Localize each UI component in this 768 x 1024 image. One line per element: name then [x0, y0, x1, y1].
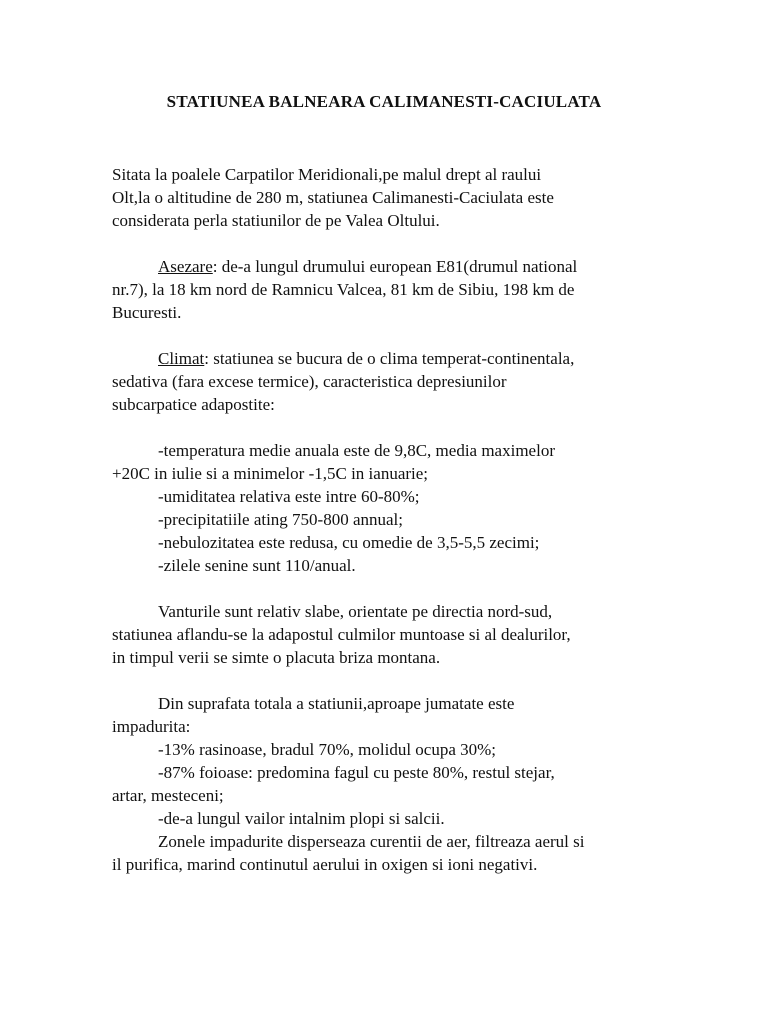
- padure-vai: -de-a lungul vailor intalnim plopi si salcii.: [158, 809, 445, 828]
- climat-text: : statiunea se bucura de o clima temperat-continentala,: [204, 349, 575, 368]
- document-title: STATIUNEA BALNEARA CALIMANESTI-CACIULATA: [166, 92, 602, 111]
- asezare-line-1: [158, 256, 577, 278]
- padure-line-1: Din suprafata totala a statiunii,aproape jumatate este: [158, 694, 515, 713]
- asezare-line-3: Bucuresti.: [112, 303, 182, 322]
- padure-zone-line-1: Zonele impadurite disperseaza curentii de aer, filtreaza aerul si: [158, 832, 585, 851]
- climate-item-temp-line-2: +20C in iulie si a minimelor -1,5C in ianuarie;: [112, 464, 429, 483]
- vanturi-line-2: statiunea aflandu-se la adapostul culmilor muntoase si al dealurilor,: [112, 625, 571, 644]
- climat-line-1: [158, 348, 574, 370]
- padure-foioase-line-2: artar, mesteceni;: [112, 786, 224, 805]
- asezare-line-2: nr.7), la 18 km nord de Ramnicu Valcea, 81 km de Sibiu, 198 km de: [112, 280, 575, 299]
- climate-item-precipitatii: -precipitatiile ating 750-800 annual;: [158, 510, 404, 529]
- climate-item-temp-line-1: -temperatura medie anuala este de 9,8C, media maximelor: [158, 441, 555, 460]
- padure-zone-line-2: il purifica, marind continutul aerului in oxigen si ioni negativi.: [112, 855, 538, 874]
- intro-line-1: Sitata la poalele Carpatilor Meridionali,pe malul drept al raului: [112, 165, 542, 184]
- climate-item-zile-senine: -zilele senine sunt 110/anual.: [158, 556, 356, 575]
- climat-line-3: subcarpatice adapostite:: [112, 395, 275, 414]
- climate-item-umiditate: -umiditatea relativa este intre 60-80%;: [158, 487, 420, 506]
- padure-foioase-line-1: -87% foioase: predomina fagul cu peste 80%, restul stejar,: [158, 763, 555, 782]
- climate-item-nebulozitate: -nebulozitatea este redusa, cu omedie de 3,5-5,5 zecimi;: [158, 533, 540, 552]
- padure-rasinoase: -13% rasinoase, bradul 70%, molidul ocupa 30%;: [158, 740, 497, 759]
- intro-line-2: Olt,la o altitudine de 280 m, statiunea Calimanesti-Caciulata este: [112, 188, 554, 207]
- vanturi-line-3: in timpul verii se simte o placuta briza montana.: [112, 648, 441, 667]
- climat-line-2: sedativa (fara excese termice), caracteristica depresiunilor: [112, 372, 507, 391]
- intro-line-3: considerata perla statiunilor de pe Valea Oltului.: [112, 211, 440, 230]
- vanturi-line-1: Vanturile sunt relativ slabe, orientate pe directia nord-sud,: [158, 602, 553, 621]
- climat-label: Climat: [158, 349, 205, 368]
- asezare-text: : de-a lungul drumului european E81(drumul national: [212, 257, 578, 276]
- padure-line-2: impadurita:: [112, 717, 191, 736]
- asezare-label: Asezare: [158, 257, 213, 276]
